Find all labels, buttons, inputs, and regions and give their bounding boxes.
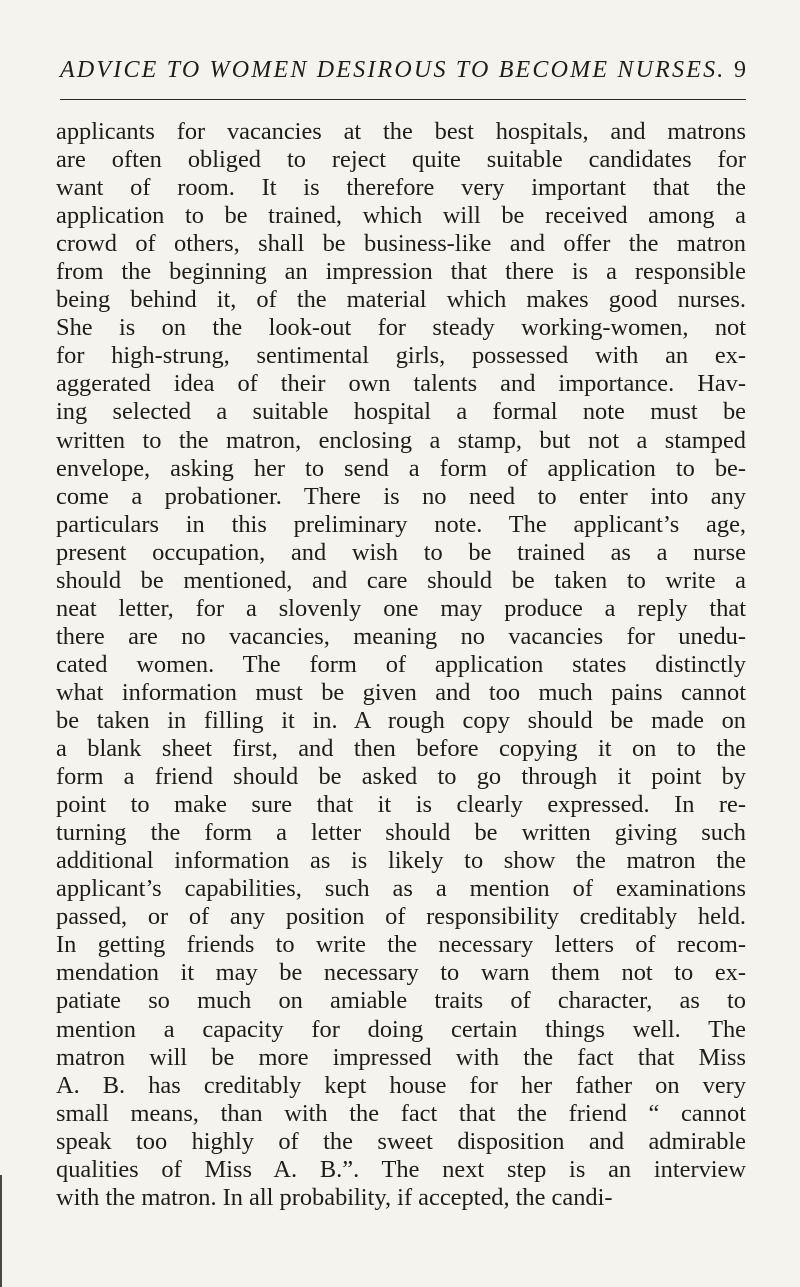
text-line: ing selected a suitable hospital a formal note must be [56, 398, 746, 426]
text-line: A. B. has creditably kept house for her father on very [56, 1071, 746, 1099]
text-line: point to make sure that it is clearly expressed. In re- [56, 791, 746, 819]
text-line: matron will be more impressed with the fact that Miss [56, 1043, 746, 1071]
text-line: mendation it may be necessary to warn them not to ex- [56, 959, 746, 987]
text-line: qualities of Miss A. B.”. The next step is an interview [56, 1155, 746, 1183]
text-line: being behind it, of the material which makes good nurses. [56, 286, 746, 314]
text-line: application to be trained, which will be received among a [56, 202, 746, 230]
text-line: for high-strung, sentimental girls, possessed with an ex- [56, 342, 746, 370]
text-line: She is on the look-out for steady working-women, not [56, 314, 746, 342]
text-line: small means, than with the fact that the friend “ cannot [56, 1099, 746, 1127]
text-line: with the matron. In all probability, if accepted, the candi- [56, 1183, 613, 1211]
text-line: additional information as is likely to show the matron the [56, 847, 746, 875]
page-number: 9 [734, 57, 746, 83]
header-rule [60, 99, 746, 100]
text-line: written to the matron, enclosing a stamp, but not a stamped [56, 426, 746, 454]
text-line: neat letter, for a slovenly one may produce a reply that [56, 594, 746, 622]
text-line: should be mentioned, and care should be taken to write a [56, 566, 746, 594]
text-line: mention a capacity for doing certain things well. The [56, 1015, 746, 1043]
text-line: patiate so much on amiable traits of character, as to [56, 987, 746, 1015]
text-line: aggerated idea of their own talents and importance. Hav- [56, 370, 746, 398]
text-line: want of room. It is therefore very important that the [56, 174, 746, 202]
margin-mark [0, 1175, 2, 1287]
text-line: there are no vacancies, meaning no vacancies for unedu- [56, 622, 746, 650]
text-line: from the beginning an impression that there is a responsible [56, 258, 746, 286]
running-head [60, 57, 746, 93]
text-line: applicants for vacancies at the best hospitals, and matrons [56, 118, 746, 145]
text-line: passed, or of any position of responsibility creditably held. [56, 903, 746, 931]
text-line: come a probationer. There is no need to enter into any [56, 482, 746, 510]
text-line: cated women. The form of application states distinctly [56, 650, 746, 678]
text-line: present occupation, and wish to be trained as a nurse [56, 538, 746, 566]
text-line: are often obliged to reject quite suitable candidates for [56, 146, 746, 174]
body-text [56, 118, 746, 1212]
text-line: a blank sheet first, and then before copying it on to the [56, 735, 746, 763]
text-line: applicant’s capabilities, such as a mention of examinations [56, 875, 746, 903]
text-line: turning the form a letter should be written giving such [56, 819, 746, 847]
running-title: ADVICE TO WOMEN DESIROUS TO BECOME NURSES. [60, 57, 726, 83]
text-line: form a friend should be asked to go through it point by [56, 763, 746, 791]
text-line: envelope, asking her to send a form of application to be- [56, 454, 746, 482]
text-line: crowd of others, shall be business-like and offer the matron [56, 230, 746, 258]
text-line: particulars in this preliminary note. The applicant’s age, [56, 510, 746, 538]
text-line: In getting friends to write the necessary letters of recom- [56, 931, 746, 959]
text-line: be taken in filling it in. A rough copy should be made on [56, 706, 746, 734]
text-line: what information must be given and too much pains cannot [56, 678, 746, 706]
text-line: speak too highly of the sweet disposition and admirable [56, 1127, 746, 1155]
